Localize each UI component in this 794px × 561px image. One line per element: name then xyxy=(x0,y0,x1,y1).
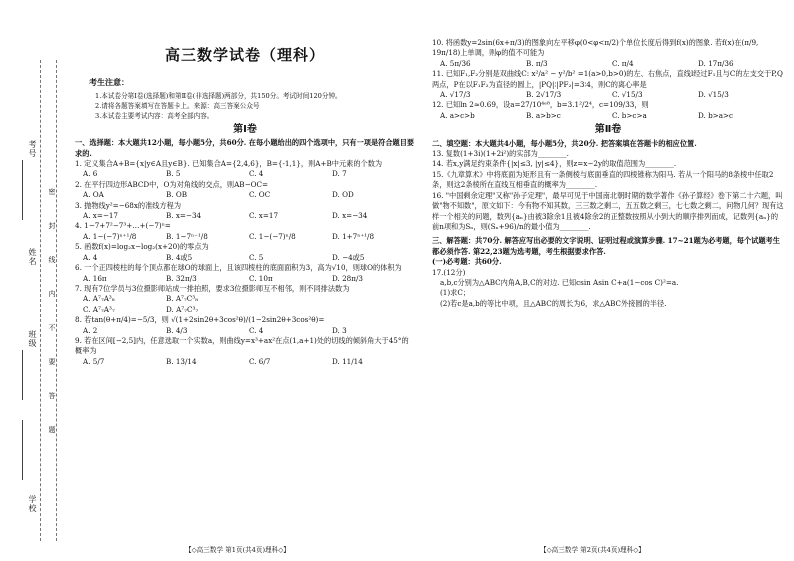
note-item: 3.本试卷主要考试内容：高考全部内容。 xyxy=(95,111,214,120)
exam-number-rule xyxy=(22,160,23,220)
option: D. 11/14 xyxy=(332,356,363,366)
question-6 xyxy=(75,263,415,284)
section1-instructions: 一、选择题：本大题共12小题，每小题5分，共60分. 在每小题给出的四个选项中，只有一项是符合题目要求的. xyxy=(75,138,415,158)
page-footer-right: 【◇高三数学 第2页(共4页)理科◇】 xyxy=(540,546,645,554)
label-class: 班级 xyxy=(28,330,37,348)
option: D. 17π/36 xyxy=(698,58,734,68)
option: B. 1−7ⁿ⁻¹/8 xyxy=(166,231,208,241)
seal-word: 线 xyxy=(48,256,56,263)
right-column xyxy=(432,38,784,309)
option: C. 5 xyxy=(249,252,264,262)
option: B. OB xyxy=(166,190,188,200)
question-stem: 1. 定义集合A+B={x|y∈A且y∈B}. 已知集合A={2,4,6}，B={-1,1}，则A+B中元素的个数为 xyxy=(75,159,383,169)
seal-word: 内 xyxy=(48,290,56,297)
option: C. √15/3 xyxy=(612,90,643,100)
option: D. x=−34 xyxy=(332,211,368,221)
option: D. A⁷₇C³₇ xyxy=(166,304,199,314)
seal-word: 密 xyxy=(48,188,56,195)
option: A. x=−17 xyxy=(83,211,119,221)
question-stem: 4. 1−7+7²−7³+…+(−7)ⁿ= xyxy=(75,221,171,231)
label-name: 姓名 xyxy=(28,248,37,266)
option: C. b>c>a xyxy=(612,110,647,120)
fill-question-14: 14. 若x,y满足约束条件{|x|≤3, |y|≤4}，则z=x−2y的取值范围为________. xyxy=(432,159,677,169)
option: D. −4或5 xyxy=(332,252,365,262)
option: B. π/3 xyxy=(526,58,548,68)
option: B. 4/3 xyxy=(166,325,188,335)
part1-heading: 第Ⅰ卷 xyxy=(233,123,257,135)
option: C. 4 xyxy=(249,169,264,179)
option: B. A⁷₇C³₈ xyxy=(166,294,199,304)
option: C. 10π xyxy=(249,273,273,283)
note-item: 1.本试卷分第Ⅰ卷(选择题)和第Ⅱ卷(非选择题)两部分，共150分。考试时间120分钟。 xyxy=(95,91,342,100)
option: C. 1−(−7)ⁿ/8 xyxy=(249,231,296,241)
option: C. OC xyxy=(249,190,271,200)
question-2 xyxy=(75,180,415,201)
label-school: 学校 xyxy=(28,495,37,513)
class-rule xyxy=(22,350,23,400)
option: B. 4或5 xyxy=(166,252,193,262)
question-17-part2: (2)若c是a,b的等比中项，且△ABC的周长为6，求△ABC外接圆的半径. xyxy=(440,298,667,308)
option: C. x=17 xyxy=(249,211,279,221)
page-footer-left: 【◇高三数学 第1页(共4页)理科◇】 xyxy=(185,546,290,554)
binding-margin xyxy=(0,0,62,561)
question-9 xyxy=(75,336,415,367)
option: B. 13/14 xyxy=(166,356,197,366)
seal-word: 答 xyxy=(48,392,56,399)
option: A. 4 xyxy=(83,252,98,262)
question-11 xyxy=(432,69,784,100)
question-12 xyxy=(432,100,784,121)
question-stem: 8. 若tan(θ+π/4)=−5/3，则 √(1+2sin2θ+3cos²θ)/(1−2sin2θ+3cos²θ)= xyxy=(75,315,325,325)
question-17-body: a,b,c分别为△ABC内角A,B,C的对边. 已知csin Asin C+a(1−cos C)²=a. xyxy=(440,277,679,287)
question-7 xyxy=(75,284,415,315)
part2-heading: 第Ⅱ卷 xyxy=(594,124,622,136)
note-item: 2.请将各题答案填写在答题卡上。来源：高三答案公众号 xyxy=(95,101,260,110)
school-rule xyxy=(22,420,23,480)
option: D. 28π/3 xyxy=(332,273,363,283)
option: A. 5π/36 xyxy=(440,58,471,68)
question-stem: 12. 已知ln 2≈0.69，设a=27/10⁴ᵉ⁸，b=3.1²/2⁴，c=109/33，则 xyxy=(432,100,649,110)
option: C. 6/7 xyxy=(249,356,271,366)
option: C. π/4 xyxy=(612,58,634,68)
question-17-head: 17.(12分) xyxy=(432,267,466,277)
option: A. 16π xyxy=(83,273,107,283)
question-4 xyxy=(75,221,415,242)
fill-question-13: 13. 复数(1+3i)(1+2i²)的实部为________. xyxy=(432,149,569,159)
seal-word: 封 xyxy=(48,222,56,229)
option: D. 1+7ⁿ⁺¹/8 xyxy=(332,231,375,241)
label-exam-number: 考号 xyxy=(28,140,37,158)
option: A. 5/7 xyxy=(83,356,105,366)
question-5 xyxy=(75,242,415,263)
fill-question-15: 15.《九章算术》中将底面为矩形且有一条侧棱与底面垂直的四棱锥称为阳马. 若从一个阳马的8条棱中任取2条，则这2条棱所在直线互相垂直的概率为________. xyxy=(432,169,774,190)
question-17-part1: (1)求C； xyxy=(440,288,471,298)
question-8 xyxy=(75,315,415,336)
option: B. x=−34 xyxy=(166,211,202,221)
section2-instructions: 二、填空题：本大题共4小题，每小题5分，共20分. 把答案填在答题卡的相应位置. xyxy=(432,138,697,148)
option: B. 5 xyxy=(166,169,181,179)
option: D. OD xyxy=(332,190,354,200)
option: B. a>b>c xyxy=(526,110,561,120)
option: A. 6 xyxy=(83,169,98,179)
seal-word: 不 xyxy=(48,324,56,331)
option: B. 2√17/3 xyxy=(526,90,562,100)
question-3 xyxy=(75,201,415,222)
seal-line xyxy=(40,60,41,541)
seal-word: 要 xyxy=(48,358,56,365)
question-stem: 10. 将函数y=2sin(6x+π/3)的图象向左平移φ(0<φ<π/2)个单位长度后得到f(x)的图象. 若f(x)在(π/9, 19π/18)上单调，则φ的值不可能为 xyxy=(432,38,759,58)
option: A. OA xyxy=(83,190,104,200)
option: A. A⁷₇A³₈ xyxy=(83,294,115,304)
question-stem: 11. 已知F₁,F₂分别是双曲线C: x²/a² − y²/b² =1(a>0,b>0)的左、右焦点，直线l经过F₁且与C的左支交于P,Q两点，P在以F₁F₂为直径的圆上，|PQ|∶|PF₂|=3∶4，则C的离心率是 xyxy=(432,69,783,89)
notes-heading: 考生注意： xyxy=(89,78,129,88)
left-column xyxy=(75,36,415,367)
seal-line-inner xyxy=(56,60,57,541)
option: A. 2 xyxy=(83,325,98,335)
option: A. √17/3 xyxy=(440,90,471,100)
option: C. A⁷₇A³₇ xyxy=(83,304,115,314)
option: B. 32π/3 xyxy=(166,273,197,283)
page-title: 高三数学试卷（理科） xyxy=(164,46,325,64)
fill-question-16: 16. "中国剩余定理"又称"孙子定理"，最早可见于中国南北朝时期的数学著作《孙子算经》卷下第二十六题，叫做"物不知数"，原文如下：今有物不知其数，三三数之剩二，五五数之剩三，七七数之剩二，问物几何？现有这样一个相关的问题，数列{aₙ}由被3除余1且被4除余2的正整数按照从小到大的顺序排列而成，记数列{aₙ}的前n项和为Sₙ，则(Sₙ+96)/n的最小值为________. xyxy=(432,190,784,231)
question-stem: 2. 在平行四边形ABCD中，O为对角线的交点，则AB−OC= xyxy=(75,179,269,189)
question-1 xyxy=(75,159,415,180)
section3-instructions: 三、解答题：共70分. 解答应写出必要的文字说明、证明过程或演算步骤. 17~21题为必考题，每个试题考生都必须作答. 第22,23题为选考题，考生根据要求作答. xyxy=(432,236,780,256)
question-stem: 6. 一个正四棱柱的每个顶点都在球O的球面上，且该四棱柱的底面面积为3，高为√10，则球O的体积为 xyxy=(75,263,402,273)
question-stem: 7. 现有7位学员与3位摄影师站成一排拍照，要求3位摄影师互不相邻，则不同排法数为 xyxy=(75,283,350,293)
question-stem: 9. 若在区间[−2,5]内，任意选取一个实数a，则曲线y=x³+ax²在点(1,a+1)处的切线的倾斜角大于45°的概率为 xyxy=(75,335,409,356)
option: D. 7 xyxy=(332,169,347,179)
question-10 xyxy=(432,38,784,69)
seal-word: 题 xyxy=(48,426,56,433)
option: C. 4 xyxy=(249,325,264,335)
question-stem: 5. 函数f(x)=log₂x−log₂(x+20)的零点为 xyxy=(75,242,209,252)
option: A. 1−(−7)ⁿ⁺¹/8 xyxy=(83,231,137,241)
question-stem: 3. 抛物线y²=−68x的准线方程为 xyxy=(75,200,182,210)
option: D. 3 xyxy=(332,325,347,335)
option: D. b>a>c xyxy=(698,110,734,120)
option: A. a>c>b xyxy=(440,110,475,120)
required-section: (一)必考题：共60分. xyxy=(432,257,502,267)
option: D. √15/3 xyxy=(698,90,729,100)
